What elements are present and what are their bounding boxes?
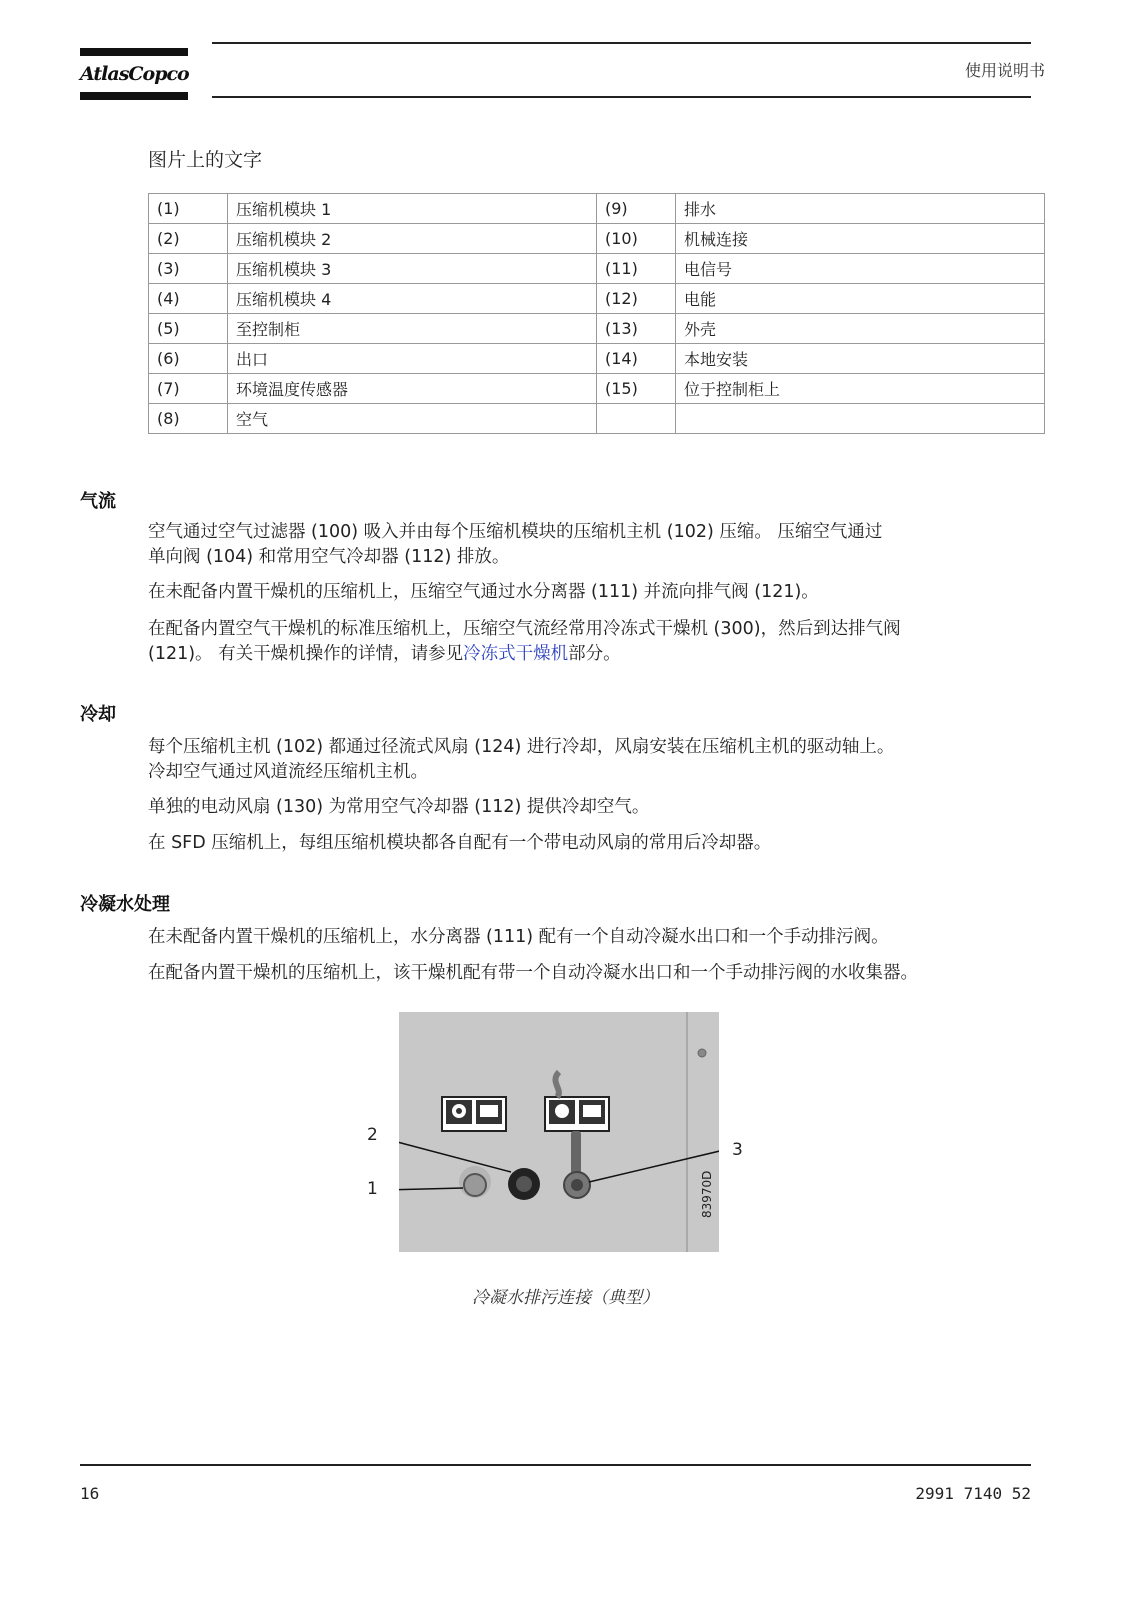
legend-number: [597, 404, 676, 434]
document-id: 2991 7140 52: [915, 1484, 1031, 1503]
page-number: 16: [80, 1484, 100, 1503]
legend-row: [149, 314, 1045, 344]
legend-number: (7): [149, 374, 228, 404]
header-rule-top: [212, 42, 1031, 44]
legend-number: (12): [597, 284, 676, 314]
figure-caption: 冷凝水排污连接（典型）: [472, 1288, 659, 1308]
legend-row: [149, 284, 1045, 314]
legend-text: [676, 404, 1045, 434]
legend-number: (3): [149, 254, 228, 284]
legend-number: (15): [597, 374, 676, 404]
airflow-p1-line2: 单向阀 (104) 和常用空气冷却器 (112) 排放。: [148, 547, 510, 567]
airflow-p3-line1: 在配备内置空气干燥机的标准压缩机上，压缩空气流经常用冷冻式干燥机 (300)，然后到达排气阀: [148, 619, 901, 639]
legend-text: 机械连接: [676, 224, 1045, 254]
airflow-p3-text-end: 部分。: [568, 644, 621, 664]
airflow-p3-line2: [148, 642, 901, 667]
figure-code: 83970D: [700, 1170, 714, 1218]
callout-1: 1: [367, 1179, 378, 1199]
section-title-airflow: 气流: [80, 491, 116, 512]
condensate-drain-figure: [399, 1012, 719, 1252]
header-rule-bottom: [212, 96, 1031, 98]
footer-rule: [80, 1464, 1031, 1466]
header-title: 使用说明书: [964, 61, 1045, 80]
callout-2: 2: [367, 1125, 378, 1145]
legend-text: 本地安装: [676, 344, 1045, 374]
legend-number: (6): [149, 344, 228, 374]
cooling-paragraph-2: 单独的电动风扇 (130) 为常用空气冷却器 (112) 提供冷却空气。: [148, 797, 650, 817]
legend-text: 压缩机模块 2: [228, 224, 597, 254]
refrigerant-dryer-link[interactable]: 冷冻式干燥机: [463, 644, 569, 664]
legend-text: 排水: [676, 194, 1045, 224]
legend-number: (13): [597, 314, 676, 344]
cooling-p1-line2: 冷却空气通过风道流经压缩机主机。: [148, 762, 428, 782]
airflow-paragraph-2: 在未配备内置干燥机的压缩机上，压缩空气通过水分离器 (111) 并流向排气阀 (121)。: [148, 582, 819, 602]
legend-number: (2): [149, 224, 228, 254]
airflow-p1-line1: 空气通过空气过滤器 (100) 吸入并由每个压缩机模块的压缩机主机 (102) 压缩。 压缩空气通过: [148, 522, 883, 542]
legend-number: (4): [149, 284, 228, 314]
legend-text: 至控制柜: [228, 314, 597, 344]
legend-number: (1): [149, 194, 228, 224]
legend-row: [149, 374, 1045, 404]
logo-bar-top: [80, 48, 188, 56]
cooling-paragraph-1: [148, 735, 894, 785]
cooling-paragraph-3: 在 SFD 压缩机上，每组压缩机模块都各自配有一个带电动风扇的常用后冷却器。: [148, 833, 772, 853]
legend-row: [149, 194, 1045, 224]
legend-text: 外壳: [676, 314, 1045, 344]
legend-text: 压缩机模块 1: [228, 194, 597, 224]
logo-text: AtlasCopco: [80, 63, 189, 85]
condensate-paragraph-1: 在未配备内置干燥机的压缩机上，水分离器 (111) 配有一个自动冷凝水出口和一个手动排污阀。: [148, 927, 889, 947]
legend-text: 压缩机模块 3: [228, 254, 597, 284]
legend-row: [149, 404, 1045, 434]
callout-3: 3: [732, 1140, 743, 1160]
atlas-copco-logo: [80, 48, 188, 100]
legend-row: [149, 254, 1045, 284]
legend-heading: 图片上的文字: [148, 149, 263, 171]
fitting-1: [464, 1174, 486, 1196]
legend-number: (8): [149, 404, 228, 434]
legend-text: 空气: [228, 404, 597, 434]
condensate-paragraph-2: 在配备内置干燥机的压缩机上，该干燥机配有带一个自动冷凝水出口和一个手动排污阀的水收集器。: [148, 963, 918, 983]
cooling-p1-line1: 每个压缩机主机 (102) 都通过径流式风扇 (124) 进行冷却，风扇安装在压缩机主机的驱动轴上。: [148, 737, 895, 757]
legend-text: 环境温度传感器: [228, 374, 597, 404]
airflow-paragraph-3: [148, 617, 901, 667]
legend-text: 电能: [676, 284, 1045, 314]
legend-number: (14): [597, 344, 676, 374]
legend-text: 电信号: [676, 254, 1045, 284]
legend-text: 出口: [228, 344, 597, 374]
drain-illustration: [399, 1012, 719, 1252]
legend-row: [149, 224, 1045, 254]
logo-bar-bottom: [80, 92, 188, 100]
legend-text: 位于控制柜上: [676, 374, 1045, 404]
legend-row: [149, 344, 1045, 374]
legend-number: (10): [597, 224, 676, 254]
legend-number: (5): [149, 314, 228, 344]
section-title-cooling: 冷却: [80, 704, 116, 725]
airflow-paragraph-1: [148, 520, 882, 570]
legend-text: 压缩机模块 4: [228, 284, 597, 314]
section-title-condensate: 冷凝水处理: [80, 894, 170, 915]
legend-table: [148, 193, 1045, 434]
legend-number: (11): [597, 254, 676, 284]
airflow-p3-text: (121)。 有关干燥机操作的详情，请参见: [148, 644, 464, 664]
legend-number: (9): [597, 194, 676, 224]
